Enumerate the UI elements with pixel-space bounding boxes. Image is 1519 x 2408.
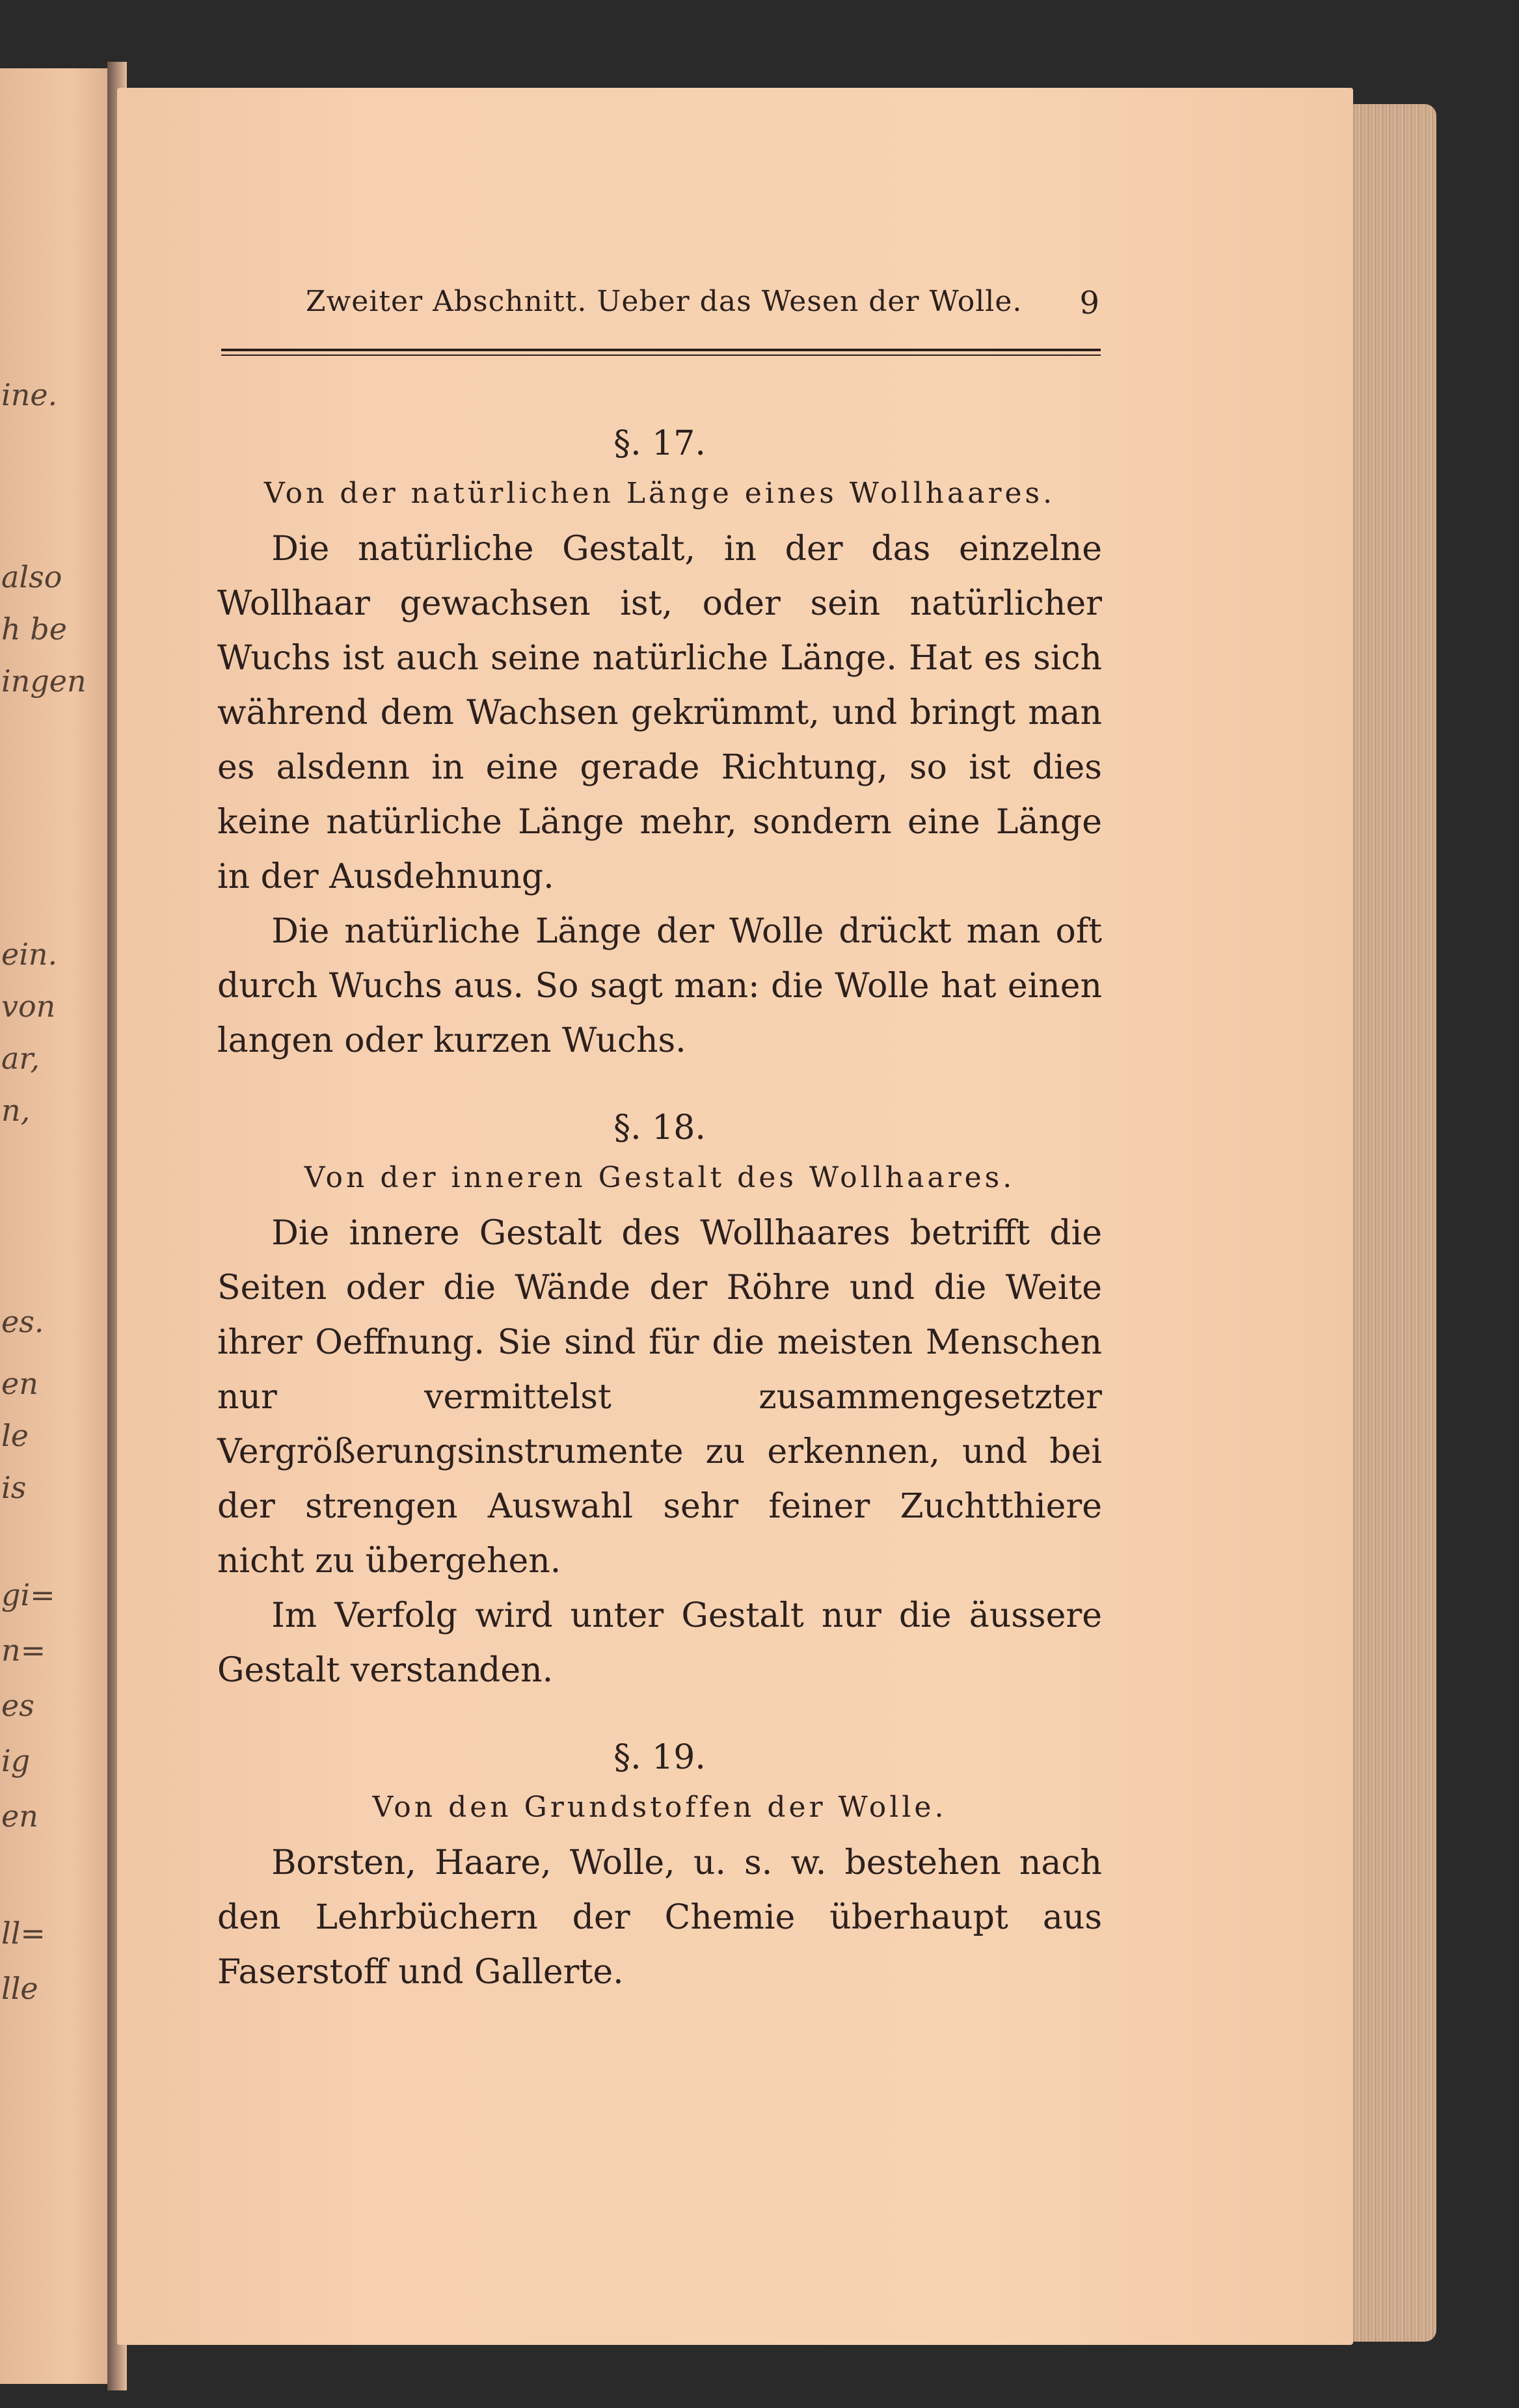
section-number: §. 19. <box>613 1738 706 1777</box>
prev-page-fragment: gi= <box>1 1577 55 1612</box>
section-title: Von der inneren Gestalt des Wollhaares. <box>304 1161 1015 1194</box>
prev-page-fragment: ll= <box>1 1916 46 1951</box>
header-rule-thin <box>221 355 1101 356</box>
running-head: Zweiter Abschnitt. Ueber das Wesen der Wolle. <box>306 285 1023 318</box>
prev-page-fragment: also <box>1 559 62 595</box>
prev-page-fragment: n, <box>1 1093 31 1128</box>
prev-page-fragment: en <box>1 1366 38 1401</box>
paragraph: Die innere Gestalt des Wollhaares betrifft die Seiten oder die Wände der Röhre und die Weite ihrer Oeffnung. Sie sind für die meisten Menschen nur vermittelst zusammengesetzter Vergrößerungsinstrumente zu erkennen, und bei der strengen Auswahl sehr feiner Zuchtthiere nicht zu übergehen. <box>217 1214 1102 1581</box>
section-number: §. 17. <box>613 424 706 463</box>
prev-page-fragment: is <box>1 1470 27 1505</box>
section <box>217 1730 1102 2000</box>
page-body <box>217 410 1102 2000</box>
prev-page-fragment: le <box>1 1418 29 1453</box>
prev-page-fragment: von <box>1 989 56 1024</box>
section <box>217 416 1102 1068</box>
paragraph: Die natürliche Länge der Wolle drückt man oft durch Wuchs aus. So sagt man: die Wolle hat einen langen oder kurzen Wuchs. <box>217 912 1102 1060</box>
previous-page <box>0 68 116 2384</box>
prev-page-fragment: ig <box>1 1743 31 1778</box>
section-title: Von der natürlichen Länge eines Wollhaares. <box>263 477 1056 510</box>
paragraph: Die natürliche Gestalt, in der das einzelne Wollhaar gewachsen ist, oder sein natürlicher Wuchs ist auch seine natürliche Länge. Hat es sich während dem Wachsen gekrümmt, und bringt man es alsdenn in eine gerade Richtung, so ist dies keine natürliche Länge mehr, sondern eine Länge in der Ausdehnung. <box>217 529 1102 896</box>
paragraph: Borsten, Haare, Wolle, u. s. w. bestehen nach den Lehrbüchern der Chemie überhaupt aus Faserstoff und Gallerte. <box>217 1843 1102 1992</box>
prev-page-fragment: n= <box>1 1633 46 1668</box>
section-number: §. 18. <box>613 1108 706 1147</box>
prev-page-fragment: ein. <box>1 937 58 972</box>
prev-page-fragment: es <box>1 1688 34 1723</box>
page-stack-edge <box>1339 104 1436 2342</box>
prev-page-fragment: ine. <box>1 377 58 412</box>
section <box>217 1101 1102 1698</box>
prev-page-fragment: es. <box>1 1304 44 1339</box>
prev-page-fragment: en <box>1 1799 38 1834</box>
prev-page-fragment: lle <box>1 1971 38 2006</box>
prev-page-fragment: ingen <box>1 663 87 699</box>
paragraph: Im Verfolg wird unter Gestalt nur die äussere Gestalt verstanden. <box>217 1596 1102 1690</box>
prev-page-fragment: h be <box>1 611 67 647</box>
prev-page-fragment: ar, <box>1 1041 40 1076</box>
section-title: Von den Grundstoffen der Wolle. <box>372 1791 947 1824</box>
page-number: 9 <box>1079 285 1099 321</box>
header-rule <box>221 349 1101 351</box>
page-header <box>306 285 1099 330</box>
